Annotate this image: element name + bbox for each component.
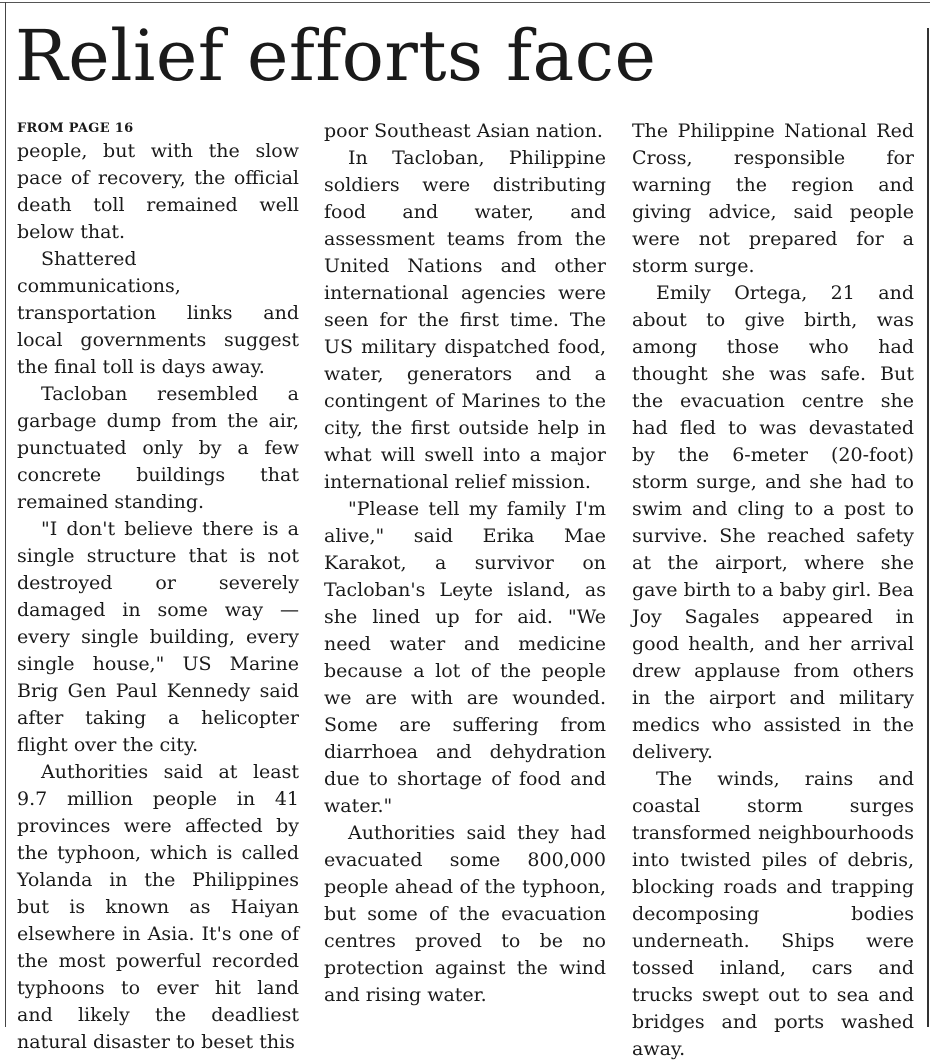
paragraph: people, but with the slow pace of recovery, the official death toll remained well below that. <box>17 140 299 243</box>
article-column-1 <box>17 118 299 1056</box>
right-column-rule <box>927 28 929 1027</box>
paragraph: Authorities said at least 9.7 million people in 41 provinces were affected by the typhoon, which is called Yolanda in the Philippines but is known as Haiyan elsewhere in Asia. It's one of the most powerful recorded typhoons to ever hit land and likely the deadliest natural disaster to beset this <box>17 761 299 1053</box>
article-headline: Relief efforts face <box>15 15 657 97</box>
paragraph: Shattered communications, transportation links and local governments suggest the final toll is days away. <box>17 248 299 378</box>
jump-line: FROM PAGE 16 <box>17 121 134 136</box>
article-column-2 <box>324 118 606 1009</box>
paragraph: Tacloban resembled a garbage dump from the air, punctuated only by a few concrete buildings that remained standing. <box>17 383 299 513</box>
paragraph: poor Southeast Asian nation. <box>324 120 603 142</box>
paragraph: Emily Ortega, 21 and about to give birth, was among those who had thought she was safe. But the evacuation centre she had fled to was devastated by the 6-meter (20-foot) storm surge, and she had to swim and cling to a post to survive. She reached safety at the airport, where she gave birth to a baby girl. Bea Joy Sagales appeared in good health, and her arrival drew applause from others in the airport and military medics who assisted in the delivery. <box>632 282 914 763</box>
paragraph: "I don't believe there is a single structure that is not destroyed or severely damaged in some way — every single building, every single house," US Marine Brig Gen Paul Kennedy said after taking a helicopter flight over the city. <box>17 518 299 756</box>
paragraph: "Please tell my family I'm alive," said Erika Mae Karakot, a survivor on Tacloban's Leyte island, as she lined up for aid. "We need water and medicine because a lot of the people we are with are wounded. Some are suffering from diarrhoea and dehydration due to shortage of food and water." <box>324 498 606 817</box>
left-column-rule <box>5 2 6 1027</box>
paragraph: The winds, rains and coastal storm surges transformed neighbourhoods into twisted piles of debris, blocking roads and trapping decomposing bodies underneath. Ships were tossed inland, cars and trucks swept out to sea and bridges and ports washed away. <box>632 768 914 1060</box>
paragraph: Authorities said they had evacuated some 800,000 people ahead of the typhoon, but some of the evacuation centres proved to be no protection against the wind and rising water. <box>324 822 606 1006</box>
top-rule <box>0 2 930 3</box>
paragraph: In Tacloban, Philippine soldiers were distributing food and water, and assessment teams from the United Nations and other international agencies were seen for the first time. The US military dispatched food, water, generators and a contingent of Marines to the city, the first outside help in what will swell into a major international relief mission. <box>324 147 606 493</box>
paragraph: The Philippine National Red Cross, responsible for warning the region and giving advice, said people were not prepared for a storm surge. <box>632 120 914 277</box>
article-column-3 <box>632 118 914 1063</box>
